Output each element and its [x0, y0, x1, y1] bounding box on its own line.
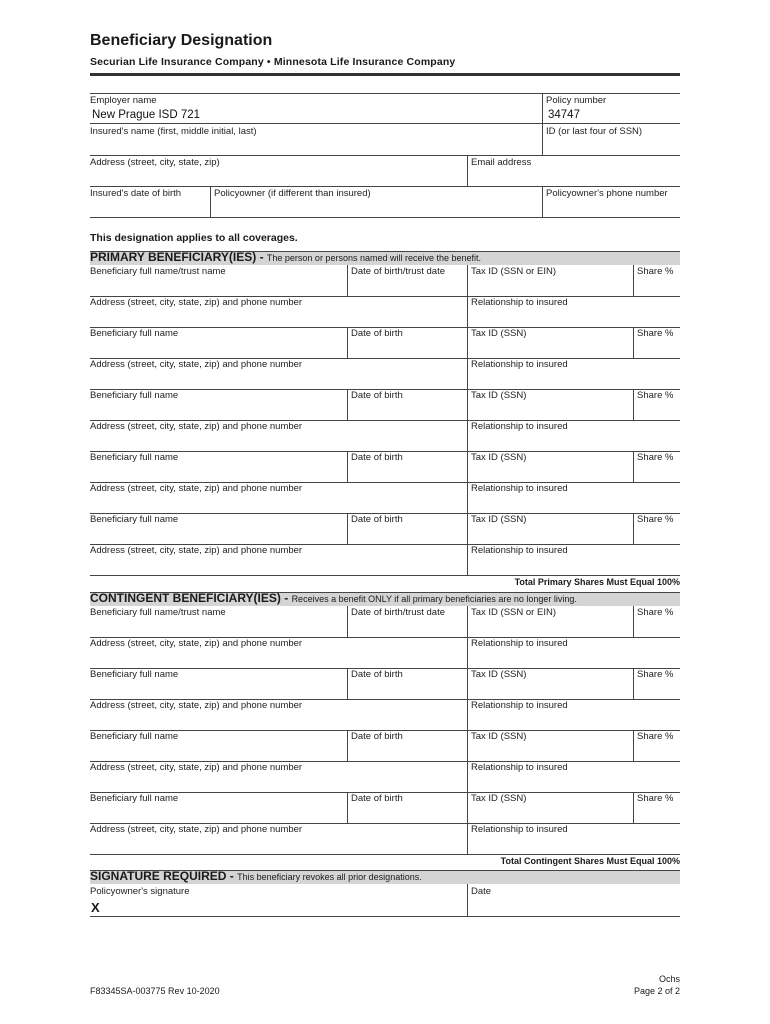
- column-divider: [210, 186, 211, 217]
- column-divider: [542, 93, 543, 155]
- column-divider: [467, 884, 468, 916]
- column-divider: [633, 389, 634, 420]
- rule: [90, 916, 680, 917]
- contingent-1-tax-field[interactable]: Tax ID (SSN or EIN): [471, 607, 556, 618]
- column-divider: [633, 606, 634, 637]
- primary-4-dob-field[interactable]: Date of birth: [351, 452, 403, 463]
- primary-5-name-field[interactable]: Beneficiary full name: [90, 514, 179, 525]
- contingent-3-dob-field[interactable]: Date of birth: [351, 731, 403, 742]
- signature-field[interactable]: X: [91, 900, 100, 915]
- insured-dob-field[interactable]: Insured's date of birth: [90, 188, 182, 199]
- primary-5-share-field[interactable]: Share %: [637, 514, 674, 525]
- primary-1-name-field[interactable]: Beneficiary full name/trust name: [90, 266, 226, 277]
- column-divider: [633, 668, 634, 699]
- column-divider: [633, 730, 634, 761]
- primary-2-address-field[interactable]: Address (street, city, state, zip) and phone number: [90, 359, 303, 370]
- page-title: Beneficiary Designation: [90, 32, 273, 49]
- policyowner-phone-field[interactable]: Policyowner's phone number: [546, 188, 668, 199]
- primary-5-address-field[interactable]: Address (street, city, state, zip) and phone number: [90, 545, 303, 556]
- insured-id-field[interactable]: ID (or last four of SSN): [546, 126, 643, 137]
- primary-4-address-field[interactable]: Address (street, city, state, zip) and phone number: [90, 483, 303, 494]
- primary-3-name-field[interactable]: Beneficiary full name: [90, 390, 179, 401]
- contingent-2-address-field[interactable]: Address (street, city, state, zip) and phone number: [90, 700, 303, 711]
- column-divider: [633, 513, 634, 544]
- contingent-3-address-field[interactable]: Address (street, city, state, zip) and phone number: [90, 762, 303, 773]
- signature-label: Policyowner's signature: [90, 886, 190, 897]
- contingent-2-relationship-field[interactable]: Relationship to insured: [471, 700, 568, 711]
- contingent-3-relationship-field[interactable]: Relationship to insured: [471, 762, 568, 773]
- primary-5-tax-field[interactable]: Tax ID (SSN): [471, 514, 527, 525]
- contingent-4-relationship-field[interactable]: Relationship to insured: [471, 824, 568, 835]
- primary-1-share-field[interactable]: Share %: [637, 266, 674, 277]
- contingent-2-name-field[interactable]: Beneficiary full name: [90, 669, 179, 680]
- policy-number-label: Policy number: [546, 95, 607, 106]
- employer-name-label: Employer name: [90, 95, 157, 106]
- primary-5-dob-field[interactable]: Date of birth: [351, 514, 403, 525]
- column-divider: [633, 327, 634, 358]
- signature-description: This beneficiary revokes all prior designations.: [237, 872, 422, 882]
- column-divider: [347, 668, 348, 699]
- primary-2-tax-field[interactable]: Tax ID (SSN): [471, 328, 527, 339]
- header-divider: [90, 73, 680, 76]
- column-divider: [347, 792, 348, 823]
- rule: [90, 854, 680, 855]
- contingent-2-tax-field[interactable]: Tax ID (SSN): [471, 669, 527, 680]
- contingent-1-name-field[interactable]: Beneficiary full name/trust name: [90, 607, 226, 618]
- primary-1-address-field[interactable]: Address (street, city, state, zip) and phone number: [90, 297, 303, 308]
- primary-1-relationship-field[interactable]: Relationship to insured: [471, 297, 568, 308]
- primary-3-address-field[interactable]: Address (street, city, state, zip) and phone number: [90, 421, 303, 432]
- column-divider: [633, 265, 634, 296]
- rule: [90, 217, 680, 218]
- primary-3-tax-field[interactable]: Tax ID (SSN): [471, 390, 527, 401]
- contingent-1-dob-field[interactable]: Date of birth/trust date: [351, 607, 445, 618]
- column-divider: [347, 513, 348, 544]
- insured-name-field[interactable]: Insured's name (first, middle initial, last): [90, 126, 257, 137]
- primary-3-share-field[interactable]: Share %: [637, 390, 674, 401]
- primary-4-name-field[interactable]: Beneficiary full name: [90, 452, 179, 463]
- contingent-1-share-field[interactable]: Share %: [637, 607, 674, 618]
- rule: [90, 186, 680, 187]
- contingent-3-name-field[interactable]: Beneficiary full name: [90, 731, 179, 742]
- page-number: Page 2 of 2: [633, 986, 680, 996]
- contingent-4-address-field[interactable]: Address (street, city, state, zip) and phone number: [90, 824, 303, 835]
- policyowner-field[interactable]: Policyowner (if different than insured): [214, 188, 371, 199]
- column-divider: [347, 389, 348, 420]
- contingent-4-dob-field[interactable]: Date of birth: [351, 793, 403, 804]
- column-divider: [347, 327, 348, 358]
- email-field[interactable]: Email address: [471, 157, 532, 168]
- primary-heading: PRIMARY BENEFICIARY(IES) -: [90, 250, 267, 264]
- primary-4-relationship-field[interactable]: Relationship to insured: [471, 483, 568, 494]
- column-divider: [633, 451, 634, 482]
- column-divider: [347, 451, 348, 482]
- contingent-section-header: [90, 592, 680, 606]
- primary-3-relationship-field[interactable]: Relationship to insured: [471, 421, 568, 432]
- contingent-4-share-field[interactable]: Share %: [637, 793, 674, 804]
- primary-section-header: [90, 251, 680, 265]
- primary-4-share-field[interactable]: Share %: [637, 452, 674, 463]
- form-id: F83345SA-003775 Rev 10-2020: [90, 986, 220, 996]
- primary-1-dob-field[interactable]: Date of birth/trust date: [351, 266, 445, 277]
- primary-5-relationship-field[interactable]: Relationship to insured: [471, 545, 568, 556]
- column-divider: [633, 792, 634, 823]
- rule: [90, 155, 680, 156]
- contingent-4-tax-field[interactable]: Tax ID (SSN): [471, 793, 527, 804]
- signature-heading: SIGNATURE REQUIRED -: [90, 869, 238, 883]
- primary-description: The person or persons named will receive the benefit.: [266, 253, 482, 263]
- employer-name-field[interactable]: New Prague ISD 721: [92, 109, 201, 121]
- signature-section-header: [90, 870, 680, 884]
- contingent-2-share-field[interactable]: Share %: [637, 669, 674, 680]
- rule: [90, 123, 680, 124]
- coverage-note: This designation applies to all coverages.: [90, 232, 298, 244]
- column-divider: [347, 265, 348, 296]
- contingent-description: Receives a benefit ONLY if all primary beneficiaries are no longer living.: [291, 594, 577, 604]
- contingent-heading: CONTINGENT BENEFICIARY(IES) -: [90, 591, 292, 605]
- primary-4-tax-field[interactable]: Tax ID (SSN): [471, 452, 527, 463]
- column-divider: [347, 606, 348, 637]
- primary-1-tax-field[interactable]: Tax ID (SSN or EIN): [471, 266, 556, 277]
- primary-3-dob-field[interactable]: Date of birth: [351, 390, 403, 401]
- column-divider: [467, 155, 468, 186]
- column-divider: [542, 186, 543, 217]
- contingent-4-name-field[interactable]: Beneficiary full name: [90, 793, 179, 804]
- rule: [90, 93, 680, 94]
- primary-2-name-field[interactable]: Beneficiary full name: [90, 328, 179, 339]
- contingent-3-share-field[interactable]: Share %: [637, 731, 674, 742]
- policy-number-field[interactable]: 34747: [548, 109, 580, 121]
- footer-name: Ochs: [658, 974, 680, 984]
- contingent-total-note: Total Contingent Shares Must Equal 100%: [500, 856, 680, 866]
- contingent-1-address-field[interactable]: Address (street, city, state, zip) and phone number: [90, 638, 303, 649]
- primary-2-dob-field[interactable]: Date of birth: [351, 328, 403, 339]
- contingent-2-dob-field[interactable]: Date of birth: [351, 669, 403, 680]
- beneficiary-form: [90, 0, 680, 1024]
- rule: [90, 575, 680, 576]
- primary-total-note: Total Primary Shares Must Equal 100%: [514, 577, 680, 587]
- column-divider: [347, 730, 348, 761]
- primary-2-share-field[interactable]: Share %: [637, 328, 674, 339]
- signature-date-field[interactable]: Date: [471, 886, 492, 897]
- primary-2-relationship-field[interactable]: Relationship to insured: [471, 359, 568, 370]
- company-subtitle: Securian Life Insurance Company • Minnesota Life Insurance Company: [90, 56, 456, 68]
- contingent-3-tax-field[interactable]: Tax ID (SSN): [471, 731, 527, 742]
- insured-address-field[interactable]: Address (street, city, state, zip): [90, 157, 220, 168]
- contingent-1-relationship-field[interactable]: Relationship to insured: [471, 638, 568, 649]
